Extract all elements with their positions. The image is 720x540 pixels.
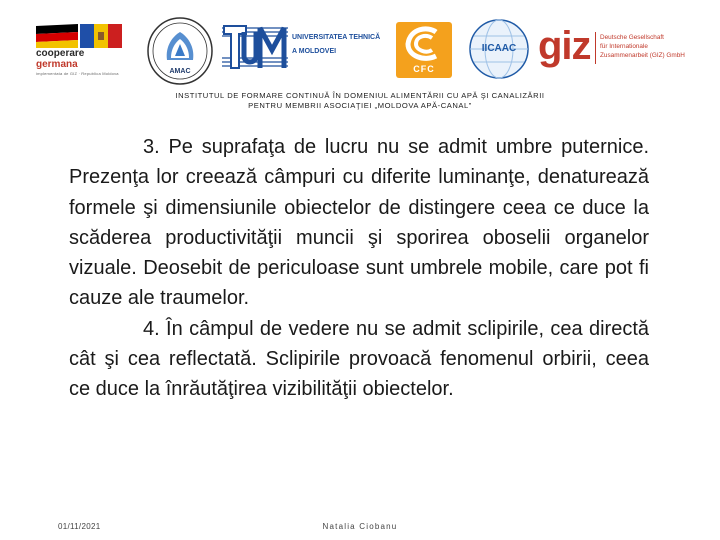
cfc-logo (396, 22, 452, 78)
amac-emblem-icon (145, 16, 215, 86)
giz-logo (538, 26, 713, 72)
cfc-emblem-icon (396, 22, 452, 66)
institute-line1: INSTITUTUL DE FORMARE CONTINUĂ ÎN DOMENIUL ALIMENTĂRII CU APĂ ŞI CANALIZĂRII (175, 91, 545, 100)
paragraph-4 (69, 314, 649, 405)
coopergermana-line1: cooperare (36, 48, 85, 59)
body-text (69, 132, 649, 405)
utm-line2: A MOLDOVEI (292, 48, 337, 55)
paragraph-3-text: 3. Pe suprafaţa de lucru nu se admit umbre puternice. Prezenţa lor creează câmpuri cu diferite luminanţe, denaturează formele şi dimensiunile obiectelor de distingere ceea ce duce la scăderea productivităţii muncii şi sporirea oboselii organelor vizuale. Deosebit de periculoase sunt umbrele mobile, care pot fi cauze ale traumelor. (69, 136, 649, 310)
giz-line1: Deutsche Gesellschaft (600, 34, 664, 41)
coopergermana-line2: germana (36, 59, 78, 70)
giz-line2: für Internationale (600, 43, 648, 50)
footer-date: 01/11/2021 (58, 522, 101, 531)
flags-icon (34, 22, 124, 48)
coopergermana-logo (34, 22, 124, 82)
footer-author: Natalia Ciobanu (322, 522, 398, 531)
paragraph-4-text: 4. În câmpul de vedere nu se admit sclipirile, cea directă cât şi cea reflectată. Sclipirile provoacă fenomenul orbirii, ceea ce duce la înrăutăţirea vizibilităţii obiectelor. (69, 317, 649, 401)
coopergermana-tagline: implementata de GIZ · Republica Moldova (36, 71, 119, 76)
iicaac-logo (468, 18, 530, 80)
logo-bar (0, 8, 720, 84)
giz-line3: Zusammenarbeit (GIZ) GmbH (600, 52, 685, 59)
utm-line1: UNIVERSITATEA TEHNICĂ (292, 34, 381, 41)
institute-line2: PENTRU MEMBRII ASOCIAŢIEI „MOLDOVA APĂ-CANAL” (248, 101, 472, 110)
iicaac-text: IICAAC (481, 43, 517, 54)
amac-text: AMAC (169, 68, 191, 75)
giz-wordmark: giz (538, 24, 591, 68)
cfc-text: CFC (413, 64, 435, 74)
paragraph-3 (69, 132, 649, 314)
utm-logo (222, 22, 392, 72)
amac-logo (145, 16, 215, 86)
institute-header (0, 91, 720, 111)
giz-divider (595, 32, 596, 64)
utm-monogram-icon (222, 22, 290, 72)
